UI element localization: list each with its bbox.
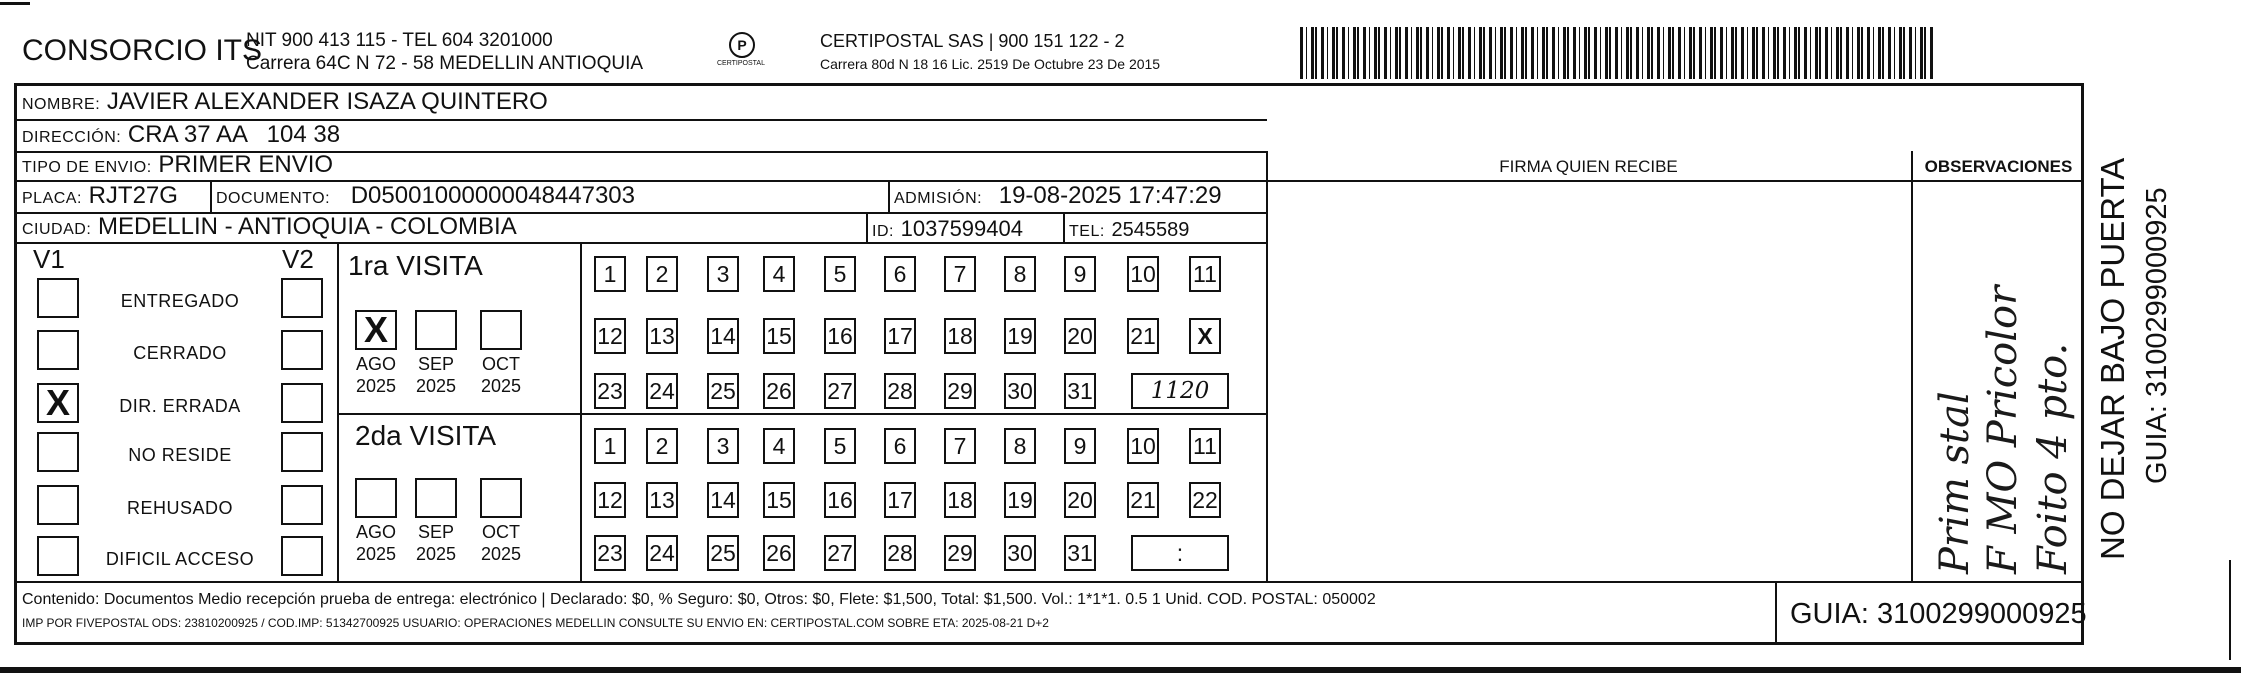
visit-day-box[interactable]: 4 [763, 428, 795, 464]
status-label: ENTREGADO [120, 291, 240, 311]
ciudad-field [22, 213, 517, 241]
status-label: CERRADO [133, 343, 227, 363]
visit-day-box[interactable]: 25 [707, 535, 739, 571]
visit-day-box[interactable]: 20 [1064, 318, 1096, 354]
v2-header: V2 [282, 244, 314, 274]
placa-label: PLACA: [22, 190, 82, 207]
carrier-address: Carrera 80d N 18 16 Lic. 2519 De Octubre 23 De 2015 [820, 56, 1161, 72]
status-v1-checkbox[interactable] [37, 432, 79, 472]
visit-month-checkbox[interactable] [415, 310, 457, 350]
visit-day-box[interactable]: 9 [1064, 256, 1096, 292]
visit-day-box[interactable]: 24 [646, 535, 678, 571]
visit-year-label: 2025 [480, 544, 522, 564]
carrier-name: CERTIPOSTAL SAS | 900 151 122 - 2 [820, 31, 1125, 51]
tipo-field [22, 151, 333, 179]
visit-day-box[interactable]: 5 [824, 428, 856, 464]
visit-day-box[interactable]: 20 [1064, 482, 1096, 518]
footer-guia: GUIA: 3100299000925 [1790, 598, 2087, 630]
visit-day-box[interactable]: 6 [884, 256, 916, 292]
visit-day-box[interactable]: 2 [646, 428, 678, 464]
visit-day-box[interactable]: 26 [763, 535, 795, 571]
visit-day-box[interactable]: 13 [646, 318, 678, 354]
visit-day-box[interactable]: 13 [646, 482, 678, 518]
visit-day-box[interactable]: 19 [1004, 318, 1036, 354]
footer-divider [14, 581, 2084, 583]
documento-label: DOCUMENTO: [216, 190, 331, 207]
id-value: 1037599404 [900, 216, 1023, 241]
visit-month-label: OCT [482, 522, 520, 542]
visit-day-box[interactable]: 9 [1064, 428, 1096, 464]
direccion-field [22, 121, 340, 149]
visit-year-label: 2025 [355, 544, 397, 564]
cell-divider [866, 212, 868, 242]
visit-day-box[interactable]: 4 [763, 256, 795, 292]
visit-day-box[interactable]: 14 [707, 482, 739, 518]
certipostal-logo [713, 30, 769, 78]
status-v2-checkbox[interactable] [281, 485, 323, 525]
id-field [872, 215, 1023, 243]
company-address: Carrera 64C N 72 - 58 MEDELLIN ANTIOQUIA [246, 53, 644, 74]
visit-month-checkbox[interactable]: X [355, 310, 397, 350]
visit-day-box[interactable]: 30 [1004, 373, 1036, 409]
visit-day-box[interactable]: 2 [646, 256, 678, 292]
visit-day-box[interactable]: 12 [594, 318, 626, 354]
visit-day-box[interactable]: 8 [1004, 428, 1036, 464]
status-v1-checkbox[interactable] [37, 278, 79, 318]
obs-divider [1911, 151, 1913, 581]
documento-field [216, 182, 635, 210]
company-nit: NIT 900 413 115 - TEL 604 3201000 [246, 30, 553, 51]
visit-day-box[interactable]: 27 [824, 373, 856, 409]
visit-day-box[interactable]: 19 [1004, 482, 1036, 518]
visit-time-box[interactable]: 1120 [1131, 373, 1229, 409]
visit-day-box[interactable]: 8 [1004, 256, 1036, 292]
visit-day-box[interactable]: 23 [594, 373, 626, 409]
visit1-title: 1ra VISITA [348, 250, 483, 281]
guia-divider [1775, 581, 1777, 645]
visit-day-box[interactable]: 26 [763, 373, 795, 409]
visit-day-box[interactable]: 12 [594, 482, 626, 518]
visit-day-box[interactable]: 17 [884, 318, 916, 354]
cell-divider [888, 180, 890, 212]
signature-area [1270, 182, 1910, 579]
visit-month-label: SEP [417, 522, 455, 542]
visit-day-box[interactable]: 1 [594, 256, 626, 292]
visit-month-checkbox[interactable] [480, 310, 522, 350]
visit-day-box[interactable]: 31 [1064, 535, 1096, 571]
visit-day-box[interactable]: 27 [824, 535, 856, 571]
status-v2-checkbox[interactable] [281, 278, 323, 318]
visit-day-box[interactable]: 5 [824, 256, 856, 292]
visit-day-box[interactable]: 16 [824, 482, 856, 518]
tel-label: TEL: [1069, 223, 1105, 240]
visit-day-box[interactable]: 17 [884, 482, 916, 518]
status-v1-checkbox[interactable] [37, 536, 79, 576]
visit-day-box[interactable]: 11 [1189, 256, 1221, 292]
visit-day-box[interactable]: 23 [594, 535, 626, 571]
visit-month-checkbox[interactable] [355, 478, 397, 518]
direccion-label: DIRECCIÓN: [22, 129, 122, 146]
visit-day-box[interactable]: 15 [763, 482, 795, 518]
admision-label: ADMISIÓN: [894, 190, 983, 207]
visit-year-label: 2025 [415, 376, 457, 396]
visit-month-checkbox[interactable] [480, 478, 522, 518]
visit-day-box[interactable]: 14 [707, 318, 739, 354]
tipo-label: TIPO DE ENVIO: [22, 159, 152, 176]
visit-day-box[interactable]: 25 [707, 373, 739, 409]
cell-divider [1063, 212, 1065, 242]
v1-header: V1 [33, 244, 65, 274]
status-v1-checkbox[interactable]: X [37, 383, 79, 423]
barcode [1300, 27, 1936, 79]
side-warning: NO DEJAR BAJO PUERTA [2094, 157, 2131, 560]
status-label: DIFICIL ACCESO [105, 549, 255, 569]
status-v1-checkbox[interactable] [37, 485, 79, 525]
visit-divider [337, 413, 1266, 415]
visit-day-box[interactable]: 6 [884, 428, 916, 464]
visit-day-box[interactable]: 28 [884, 373, 916, 409]
visit-day-box[interactable]: 29 [944, 535, 976, 571]
status-label: NO RESIDE [128, 445, 232, 465]
visit-day-box[interactable]: 1 [594, 428, 626, 464]
nombre-field [22, 88, 548, 116]
status-v1-checkbox[interactable] [37, 330, 79, 370]
cell-divider [210, 180, 212, 212]
status-label: DIR. ERRADA [119, 396, 241, 416]
firma-header: FIRMA QUIEN RECIBE [1499, 157, 1678, 176]
direccion-value: CRA 37 AA 104 38 [127, 121, 341, 148]
edge-mark [2229, 560, 2231, 660]
visit-time-box[interactable]: : [1131, 535, 1229, 571]
visit-year-label: 2025 [480, 376, 522, 396]
footer-contenido: Contenido: Documentos Medio recepción prueba de entrega: electrónico | Declarado: $0, % Seguro: $0, Otros: $0, Flete: $1,500, Total: $1,500. Vol.: 1*1*1. 0.5 1 Unid. COD. POSTAL: 050002 [22, 591, 1376, 608]
obs-handwriting-3: Foito 4 pto. [2030, 342, 2076, 574]
visit-month-checkbox[interactable] [415, 478, 457, 518]
visit-day-box[interactable]: 16 [824, 318, 856, 354]
ciudad-value: MEDELLIN - ANTIOQUIA - COLOMBIA [97, 213, 517, 240]
tel-value: 2545589 [1111, 219, 1190, 241]
visit-day-box[interactable]: 31 [1064, 373, 1096, 409]
visit-day-box[interactable]: 21 [1127, 318, 1159, 354]
visit-day-box[interactable]: 21 [1127, 482, 1159, 518]
logo-icon: P [729, 32, 755, 58]
tel-field [1069, 215, 1189, 243]
top-edge-mark [0, 2, 30, 5]
documento-value: D05001000000048447303 [350, 182, 636, 209]
visit-day-box[interactable]: 22 [1189, 482, 1221, 518]
admision-field [894, 182, 1222, 210]
id-label: ID: [872, 223, 894, 240]
status-v2-checkbox[interactable] [281, 536, 323, 576]
company-name: CONSORCIO ITS [22, 34, 263, 67]
visit-day-box[interactable]: 24 [646, 373, 678, 409]
visit-day-box[interactable]: 10 [1127, 256, 1159, 292]
status-label: REHUSADO [126, 498, 233, 518]
tipo-value: PRIMER ENVIO [158, 151, 334, 178]
side-guia: GUIA: 3100299000925 [2141, 187, 2173, 484]
status-v2-checkbox[interactable] [281, 330, 323, 370]
obs-handwriting-1: Prim stal [1932, 391, 1978, 574]
visit-day-box[interactable]: 18 [944, 482, 976, 518]
visit-month-label: SEP [417, 354, 455, 374]
visit-day-box[interactable]: X [1189, 318, 1221, 354]
observaciones-header: OBSERVACIONES [1924, 157, 2073, 176]
admision-value: 19-08-2025 17:47:29 [998, 182, 1222, 209]
visit2-title: 2da VISITA [355, 420, 497, 451]
visit-day-box[interactable]: 11 [1189, 428, 1221, 464]
visit-day-box[interactable]: 10 [1127, 428, 1159, 464]
visit-day-box[interactable]: 3 [707, 428, 739, 464]
placa-field [22, 182, 178, 210]
visit-month-divider [580, 242, 582, 581]
footer-imp: IMP POR FIVEPOSTAL ODS: 23810200925 / COD.IMP: 51342700925 USUARIO: OPERACIONES MEDELLIN CONSULTE SU ENVIO EN: CERTIPOSTAL.COM SOBRE ETA: 2025-08-21 D+2 [22, 616, 1049, 630]
visit-year-label: 2025 [355, 376, 397, 396]
visit-day-box[interactable]: 15 [763, 318, 795, 354]
visit-day-box[interactable]: 7 [944, 256, 976, 292]
status-divider [337, 242, 339, 581]
visit-day-box[interactable]: 29 [944, 373, 976, 409]
ciudad-label: CIUDAD: [22, 221, 92, 238]
visit-day-box[interactable]: 28 [884, 535, 916, 571]
visit-day-box[interactable]: 18 [944, 318, 976, 354]
visit-day-box[interactable]: 3 [707, 256, 739, 292]
nombre-value: JAVIER ALEXANDER ISAZA QUINTERO [106, 88, 548, 115]
visit-day-box[interactable]: 30 [1004, 535, 1036, 571]
bottom-edge [0, 667, 2241, 673]
status-v2-checkbox[interactable] [281, 432, 323, 472]
firma-divider [1266, 151, 1268, 581]
placa-value: RJT27G [88, 182, 178, 209]
visit-month-label: AGO [355, 522, 396, 542]
visit-year-label: 2025 [415, 544, 457, 564]
nombre-label: NOMBRE: [22, 96, 101, 113]
visit-month-label: AGO [355, 354, 396, 374]
logo-text: CERTIPOSTAL [717, 60, 765, 67]
visit-day-box[interactable]: 7 [944, 428, 976, 464]
status-v2-checkbox[interactable] [281, 383, 323, 423]
visit-month-label: OCT [482, 354, 520, 374]
obs-handwriting-2: F MO Pricolor [1980, 285, 2026, 574]
